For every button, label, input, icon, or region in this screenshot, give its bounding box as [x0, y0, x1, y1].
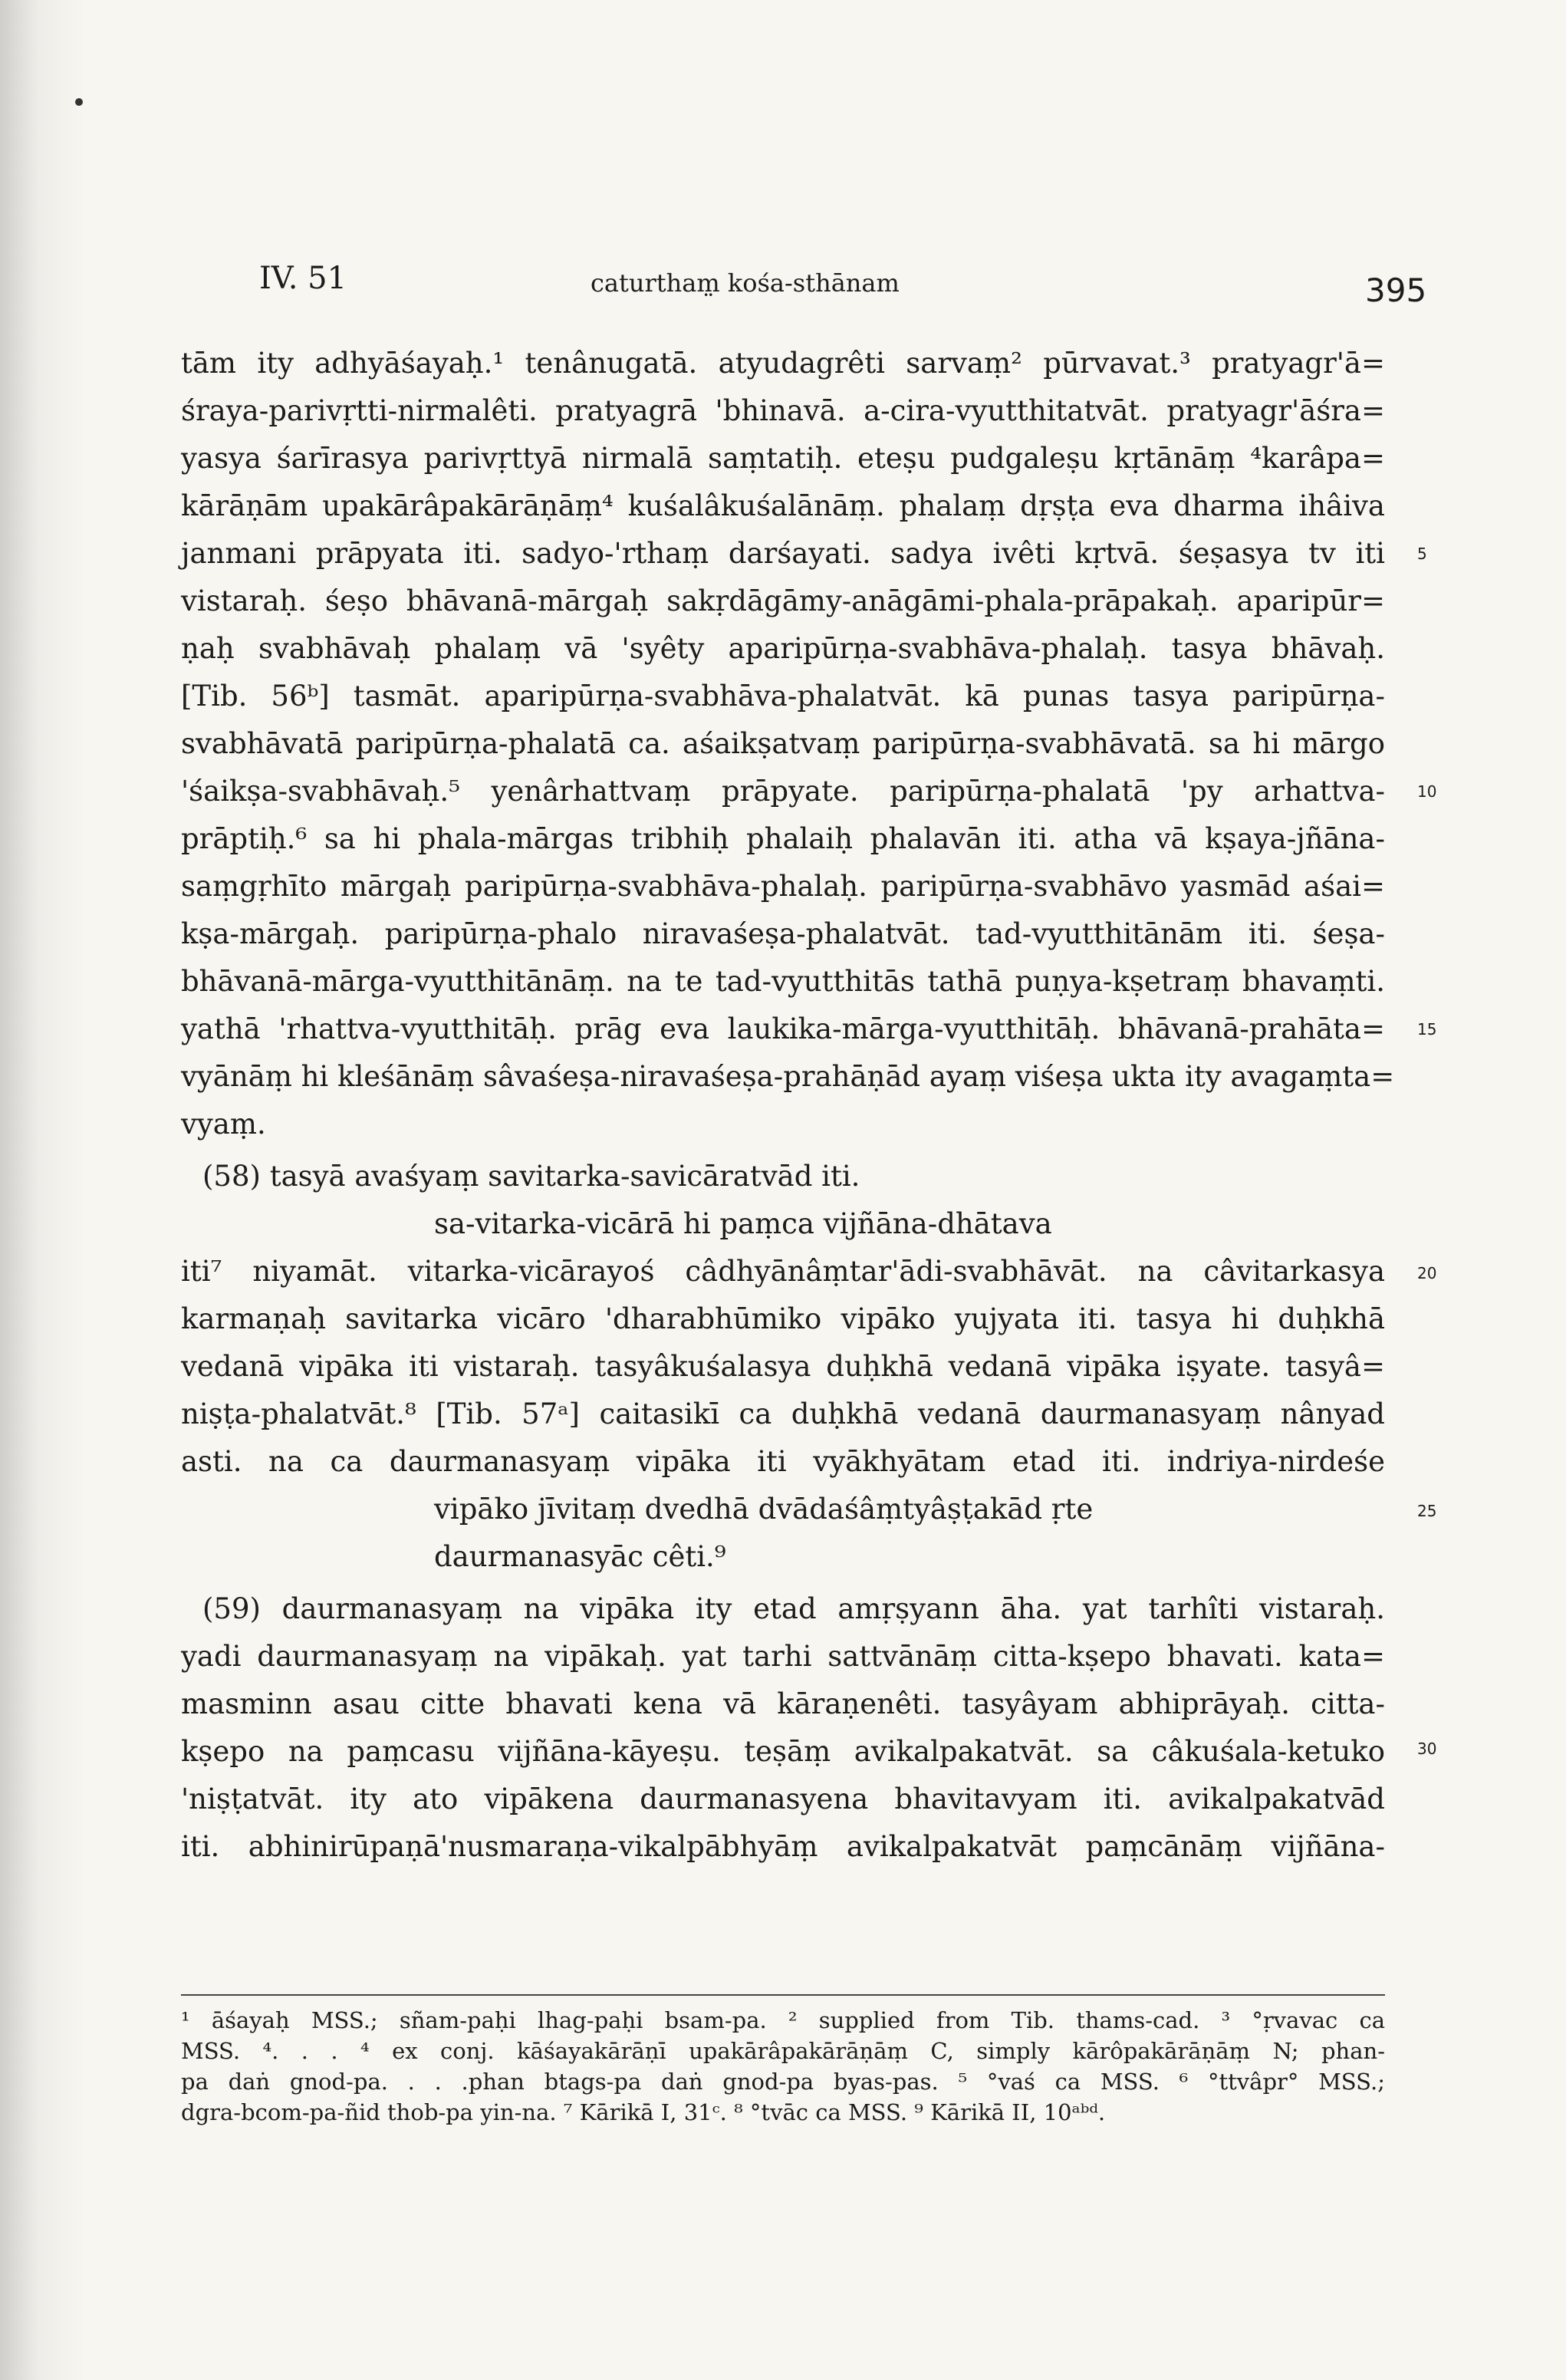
- karika-verse: vipāko jīvitaṃ dvedhā dvādaśâṃtyâṣṭakād ṛte: [434, 1493, 1094, 1526]
- footnote-line: dgra-bcom-pa-ñid thob-pa yin-na. ⁷ Kārikā I, 31ᶜ. ⁸ °tvāc ca MSS. ⁹ Kārikā II, 10ᵃᵇᵈ.: [181, 2099, 1106, 2125]
- text-line: saṃgṛhīto mārgaḥ paripūrṇa-svabhāva-phalaḥ. paripūrṇa-svabhāvo yasmād aśai=: [181, 870, 1385, 903]
- text-line: yathā 'rhattva-vyutthitāḥ. prāg eva laukika-mārga-vyutthitāḥ. bhāvanā-prahāta=: [181, 1012, 1385, 1045]
- line-number: 10: [1417, 782, 1437, 801]
- line-number: 15: [1417, 1020, 1437, 1039]
- footnote-line: pa daṅ gnod-pa. . . .phan btags-pa daṅ gnod-pa byas-pas. ⁵ °vaś ca MSS. ⁶ °ttvâpr° MSS.;: [181, 2069, 1385, 2095]
- line-number: 20: [1417, 1264, 1437, 1282]
- karika-verse: sa-vitarka-vicārā hi paṃca vijñāna-dhātava: [434, 1207, 1052, 1240]
- text-line: yasya śarīrasya parivṛttyā nirmalā saṃtatiḥ. eteṣu pudgaleṣu kṛtānāṃ ⁴karâpa=: [181, 442, 1385, 475]
- line-number: 30: [1417, 1740, 1437, 1758]
- text-line: yadi daurmanasyaṃ na vipākaḥ. yat tarhi sattvānāṃ citta-kṣepo bhavati. kata=: [181, 1640, 1385, 1673]
- text-line: vyānāṃ hi kleśānāṃ sâvaśeṣa-niravaśeṣa-prahāṇād ayaṃ viśeṣa ukta ity avagaṃta=: [181, 1060, 1395, 1093]
- text-line: karmaṇaḥ savitarka vicāro 'dharabhūmiko vipāko yujyata iti. tasya hi duḥkhā: [181, 1302, 1385, 1335]
- verse-heading-58: (58) tasyā avaśyaṃ savitarka-savicāratvād iti.: [202, 1160, 860, 1193]
- page-number: 395: [1365, 272, 1427, 309]
- text-line: 'niṣṭatvāt. ity ato vipākena daurmanasyena bhavitavyam iti. avikalpakatvād: [181, 1783, 1385, 1815]
- scan-speck: [75, 98, 83, 106]
- text-line: niṣṭa-phalatvāt.⁸ [Tib. 57ᵃ] caitasikī ca duḥkhā vedanā daurmanasyaṃ nânyad: [181, 1397, 1385, 1430]
- line-number: 25: [1417, 1502, 1437, 1520]
- text-line: masminn asau citte bhavati kena vā kāraṇenêti. tasyâyam abhiprāyaḥ. citta-: [181, 1687, 1385, 1720]
- text-line: vyaṃ.: [181, 1108, 266, 1141]
- text-line: svabhāvatā paripūrṇa-phalatā ca. aśaikṣatvaṃ paripūrṇa-svabhāvatā. sa hi mārgo: [181, 727, 1385, 760]
- chapter-reference: IV. 51: [259, 261, 347, 296]
- text-line: tām ity adhyāśayaḥ.¹ tenânugatā. atyudagrêti sarvaṃ² pūrvavat.³ pratyagr'ā=: [181, 347, 1385, 380]
- footnote-rule: [181, 1994, 1385, 1996]
- verse-heading-59: (59) daurmanasyaṃ na vipāka ity etad amṛṣyann āha. yat tarhîti vistaraḥ.: [202, 1592, 1385, 1625]
- text-line: iti. abhinirūpaṇā'nusmaraṇa-vikalpābhyāṃ avikalpakatvāt paṃcānāṃ vijñāna-: [181, 1830, 1385, 1863]
- text-line: 'śaikṣa-svabhāvaḥ.⁵ yenârhattvaṃ prāpyate. paripūrṇa-phalatā 'py arhattva-: [181, 775, 1385, 808]
- text-line: vistaraḥ. śeṣo bhāvanā-mārgaḥ sakṛdāgāmy-anāgāmi-phala-prāpakaḥ. aparipūr=: [181, 584, 1385, 617]
- text-line: kārāṇām upakārâpakārāṇāṃ⁴ kuśalâkuśalānāṃ. phalaṃ dṛṣṭa eva dharma ihâiva: [181, 489, 1385, 522]
- page-scan-shadow: [0, 0, 84, 2380]
- page-header: [0, 253, 1566, 314]
- running-title: caturtham̤ kośa-sthānam: [591, 268, 900, 298]
- footnote-line: MSS. ⁴. . . ⁴ ex conj. kāśayakārāṇī upakārâpakārāṇāṃ C, simply kārôpakārāṇāṃ N; phan-: [181, 2038, 1385, 2064]
- text-line: asti. na ca daurmanasyaṃ vipāka iti vyākhyātam etad iti. indriya-nirdeśe: [181, 1445, 1385, 1478]
- text-line: prāptiḥ.⁶ sa hi phala-mārgas tribhiḥ phalaiḥ phalavān iti. atha vā kṣaya-jñāna-: [181, 822, 1385, 855]
- text-line: śraya-parivṛtti-nirmalêti. pratyagrā 'bhinavā. a-cira-vyutthitatvāt. pratyagr'āśra=: [181, 394, 1385, 427]
- line-number: 5: [1417, 545, 1427, 563]
- text-line: iti⁷ niyamāt. vitarka-vicārayoś câdhyānâṃtar'ādi-svabhāvāt. na câvitarkasya: [181, 1255, 1385, 1288]
- footnote-line: ¹ āśayaḥ MSS.; sñam-paḥi lhag-paḥi bsam-pa. ² supplied from Tib. thams-cad. ³ °ṛvavac ca: [181, 2007, 1385, 2033]
- text-line: [Tib. 56ᵇ] tasmāt. aparipūrṇa-svabhāva-phalatvāt. kā punas tasya paripūrṇa-: [181, 680, 1385, 713]
- text-line: ṇaḥ svabhāvaḥ phalaṃ vā 'syêty aparipūrṇa-svabhāva-phalaḥ. tasya bhāvaḥ.: [181, 632, 1385, 665]
- karika-verse: daurmanasyāc cêti.⁹: [434, 1540, 726, 1573]
- text-line: kṣepo na paṃcasu vijñāna-kāyeṣu. teṣāṃ avikalpakatvāt. sa câkuśala-ketuko: [181, 1735, 1385, 1768]
- text-line: kṣa-mārgaḥ. paripūrṇa-phalo niravaśeṣa-phalatvāt. tad-vyutthitānām iti. śeṣa-: [181, 917, 1385, 950]
- text-line: vedanā vipāka iti vistaraḥ. tasyâkuśalasya duḥkhā vedanā vipāka iṣyate. tasyâ=: [181, 1350, 1385, 1383]
- text-line: bhāvanā-mārga-vyutthitānāṃ. na te tad-vyutthitās tathā puṇya-kṣetraṃ bhavaṃti.: [181, 965, 1385, 998]
- text-line: janmani prāpyata iti. sadyo-'rthaṃ darśayati. sadya ivêti kṛtvā. śeṣasya tv iti: [181, 537, 1385, 570]
